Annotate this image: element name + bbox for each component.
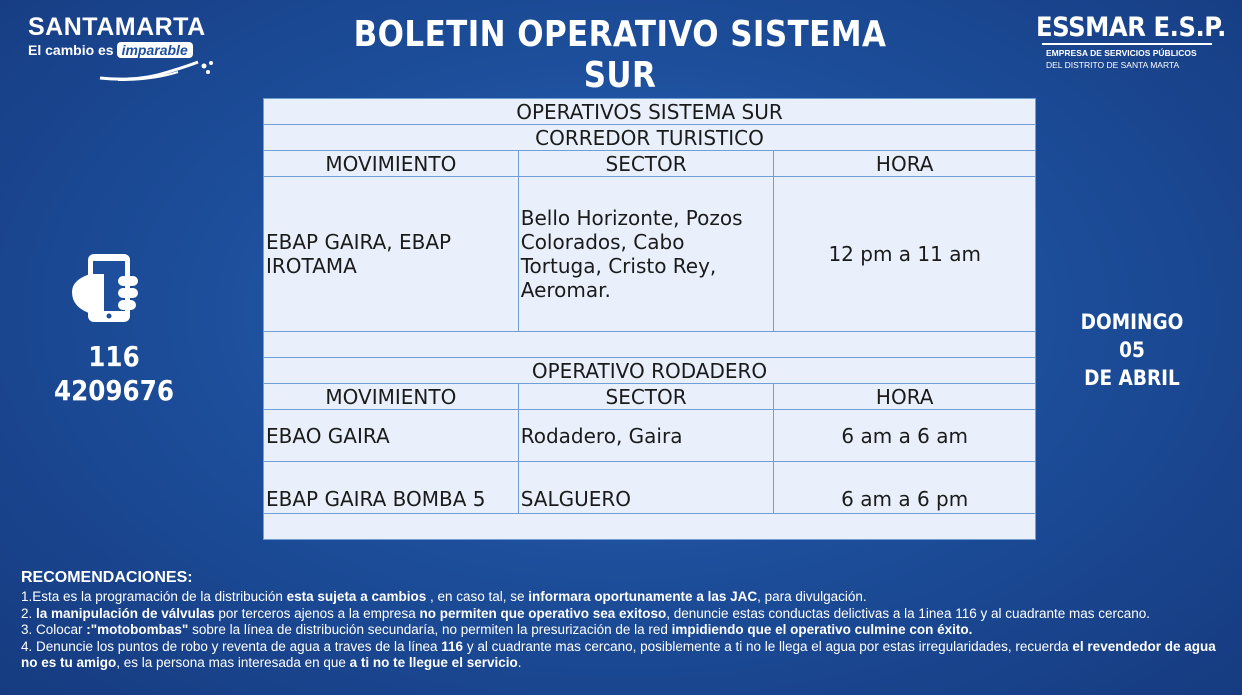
recommendation-1 xyxy=(21,589,1226,605)
reco-bold: :"motobombas" xyxy=(86,622,189,638)
cell-sector: Bello Horizonte, Pozos Colorados, Cabo Tortuga, Cristo Rey, Aeromar. xyxy=(518,177,774,332)
date-block xyxy=(1079,308,1185,392)
spacer-row xyxy=(264,514,1036,540)
santamarta-logo xyxy=(28,14,228,87)
contact-line-1: 116 xyxy=(88,340,140,373)
page-title: BOLETIN OPERATIVO SISTEMA SUR xyxy=(353,14,887,96)
recommendations-heading: RECOMENDACIONES: xyxy=(21,569,193,586)
tagline-highlight: imparable xyxy=(117,42,193,58)
cell-hora: 6 am a 6 am xyxy=(774,410,1036,462)
reco-bold: 116 xyxy=(441,638,464,654)
table-row xyxy=(264,177,1036,332)
spacer-row xyxy=(264,332,1036,358)
reco-text: , para divulgación. xyxy=(757,589,867,605)
reco-bold: el revendedor de agua no es tu amigo xyxy=(21,638,1216,671)
reco-text: sobre la línea de distribución secundaría, no permiten la presurización de la red xyxy=(188,622,672,638)
reco-text: y al cuadrante mas cercano, posiblemente a ti no le llega el agua por estas irregularidades, recuerda xyxy=(463,638,1073,654)
essmar-divider xyxy=(1042,43,1212,45)
cell-movimiento: EBAO GAIRA xyxy=(264,410,519,462)
recommendation-3 xyxy=(21,622,1226,638)
reco-text: 1.Esta es la programación de la distribución xyxy=(21,589,287,605)
tagline-prefix: El cambio es xyxy=(28,42,114,58)
header-movimiento: MOVIMIENTO xyxy=(264,384,519,410)
recommendation-4 xyxy=(21,639,1226,672)
essmar-subtitle-1: EMPRESA DE SERVICIOS PÚBLICOS xyxy=(1046,48,1197,58)
date-day: 05 xyxy=(1119,338,1145,362)
reco-text: , en caso tal, se xyxy=(426,589,529,605)
contact-numbers xyxy=(49,340,179,408)
reco-bold: a ti no te llegue el servicio xyxy=(349,655,518,671)
date-weekday: DOMINGO xyxy=(1080,310,1184,334)
table-title: OPERATIVOS SISTEMA SUR xyxy=(264,99,1036,125)
section-title-rodadero: OPERATIVO RODADERO xyxy=(264,358,1036,384)
wave-swoosh-icon xyxy=(98,60,218,82)
cell-hora: 6 am a 6 pm xyxy=(774,462,1036,514)
reco-text: por terceros ajenos a la empresa xyxy=(214,605,420,621)
reco-text: 2. xyxy=(21,605,37,621)
reco-bold: impidiendo que el operativo culmine con éxito. xyxy=(671,622,973,638)
cell-sector: SALGUERO xyxy=(518,462,774,514)
recommendations xyxy=(21,570,1226,671)
santamarta-tagline xyxy=(28,42,228,58)
cell-movimiento: EBAP GAIRA, EBAP IROTAMA xyxy=(264,177,519,332)
reco-bold: la manipulación de válvulas xyxy=(36,605,215,621)
section-title-corredor: CORREDOR TURISTICO xyxy=(264,125,1036,151)
date-month: DE ABRIL xyxy=(1084,366,1180,390)
essmar-subtitle-2: DEL DISTRITO DE SANTA MARTA xyxy=(1046,60,1180,70)
header-movimiento: MOVIMIENTO xyxy=(264,151,519,177)
table-row xyxy=(264,410,1036,462)
cell-hora: 12 pm a 11 am xyxy=(774,177,1036,332)
essmar-brand: ESSMAR E.S.P. xyxy=(1036,12,1226,43)
header-hora: HORA xyxy=(774,151,1036,177)
essmar-logo xyxy=(1036,14,1226,70)
reco-text: . xyxy=(517,655,522,671)
reco-text: , es la persona mas interesada en que xyxy=(116,655,350,671)
reco-bold: esta sujeta a cambios xyxy=(286,589,427,605)
phone-hand-icon xyxy=(66,252,142,324)
header-sector: SECTOR xyxy=(518,151,774,177)
contact-line-2: 4209676 xyxy=(53,374,175,407)
reco-text: 3. Colocar xyxy=(21,622,87,638)
recommendation-2 xyxy=(21,606,1226,622)
operations-table xyxy=(263,98,1036,540)
cell-sector: Rodadero, Gaira xyxy=(518,410,774,462)
reco-text: 4. Denuncie los puntos de robo y reventa de agua a traves de la línea xyxy=(21,638,442,654)
reco-text: , denuncie estas conductas delictivas a la 1inea 116 y al cuadrante mas cercano. xyxy=(666,605,1151,621)
table-row xyxy=(264,462,1036,514)
santamarta-brand: SANTAMARTA xyxy=(28,13,206,41)
reco-bold: no permiten que operativo sea exitoso xyxy=(419,605,667,621)
cell-movimiento: EBAP GAIRA BOMBA 5 xyxy=(264,462,519,514)
header-hora: HORA xyxy=(774,384,1036,410)
header-sector: SECTOR xyxy=(518,384,774,410)
reco-bold: informara oportunamente a las JAC xyxy=(528,589,758,605)
